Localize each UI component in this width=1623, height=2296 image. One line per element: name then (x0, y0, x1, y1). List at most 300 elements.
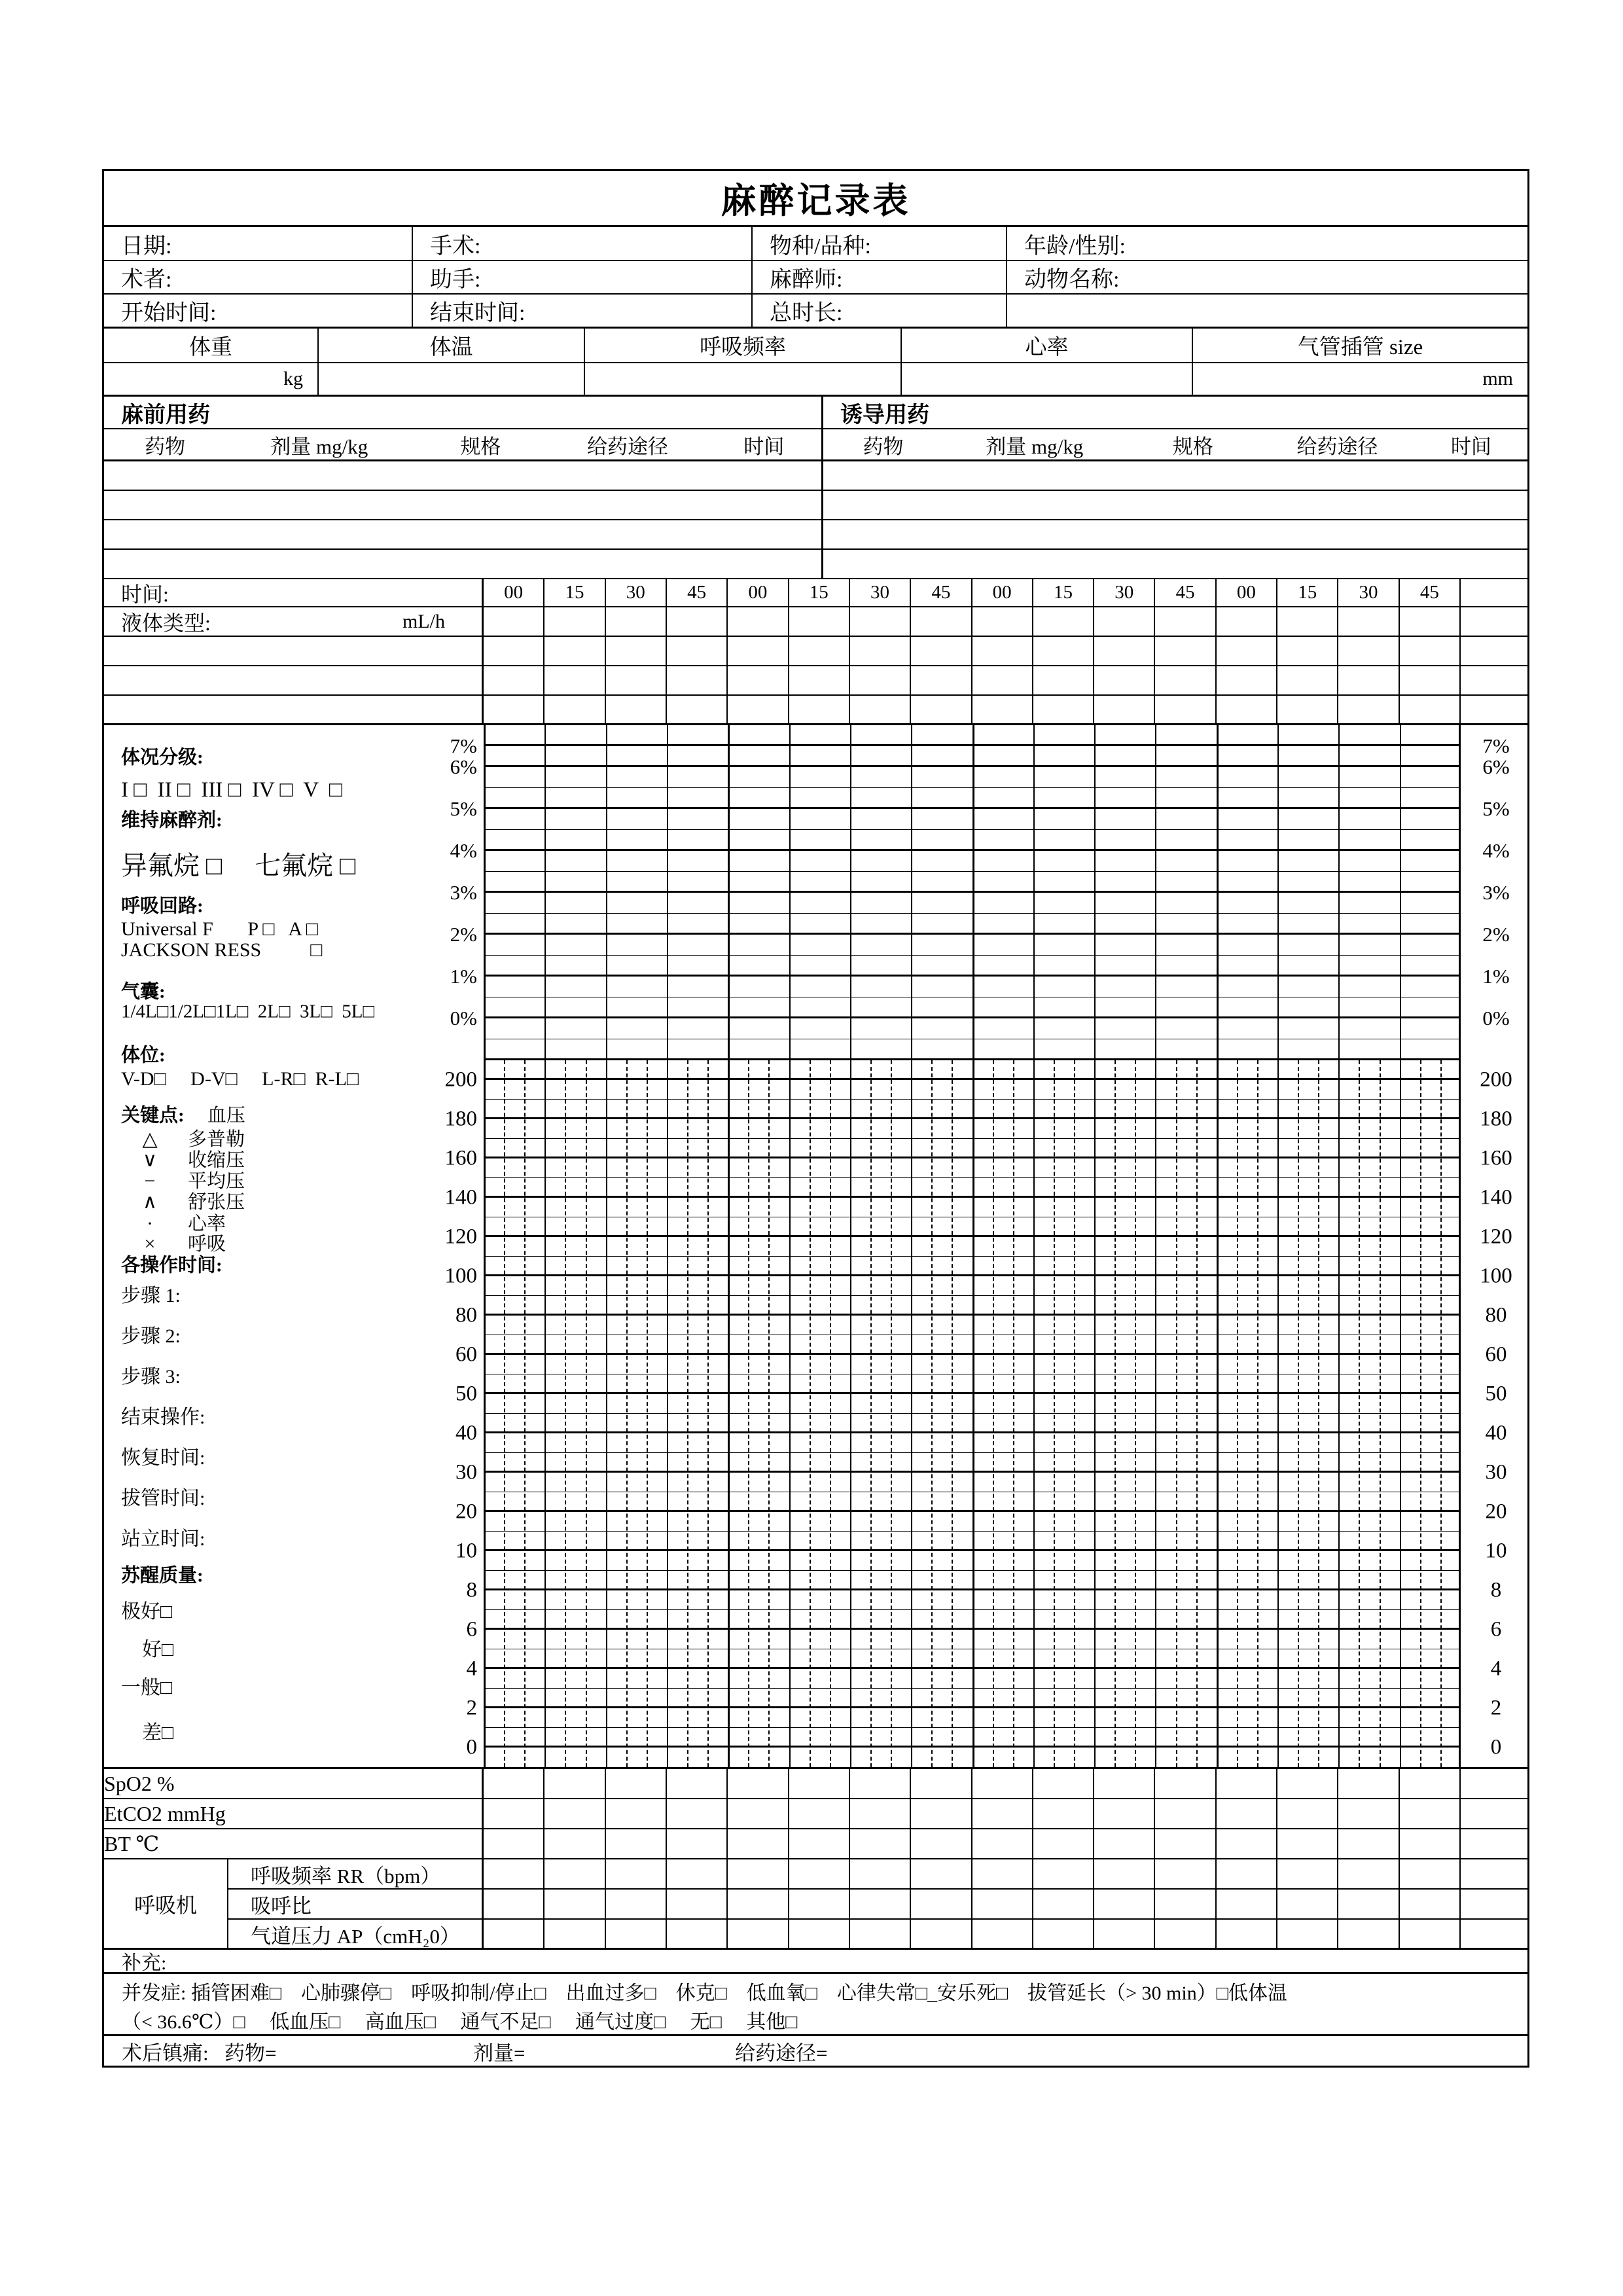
grid-cell (1277, 1890, 1338, 1918)
grid-cell (1277, 1859, 1338, 1888)
anesthesia-record-form (102, 169, 1529, 2068)
grid-dashed-line (1013, 1060, 1014, 1767)
grid-cell (789, 666, 850, 694)
grid-dashed-line (687, 1060, 688, 1767)
induction-column-label: 剂量 mg/kg (986, 435, 1084, 458)
grid-dashed-line (1318, 1060, 1319, 1767)
numeric-scale-label-right: 120 (1480, 1225, 1512, 1249)
grid-cell (1338, 666, 1399, 694)
vitals-value-row (104, 363, 1527, 397)
premed-column-label: 规格 (460, 435, 501, 458)
recovery-quality-label: 苏醒质量: (121, 1565, 204, 1587)
grid-cell (544, 1829, 605, 1858)
grid-cell (850, 666, 911, 694)
ventilator-rr-label: 呼吸频率 RR（bpm） (228, 1859, 484, 1888)
grid-cell (1155, 637, 1216, 665)
header-row-1 (104, 227, 1527, 261)
legend-item-舒张压 (130, 1191, 497, 1214)
grid-cell (1400, 1769, 1461, 1798)
grid-cell (1338, 1769, 1399, 1798)
keypoints-blood-pressure: 血压 (207, 1105, 245, 1126)
age-sex-field[interactable]: 年龄/性别: (1024, 234, 1126, 259)
legend-label: 收缩压 (188, 1149, 245, 1171)
grid-cell (667, 637, 728, 665)
operation-step-field[interactable]: 步骤 3: (121, 1365, 181, 1388)
temperature-value-cell[interactable] (319, 363, 585, 395)
grid-cell (972, 1769, 1033, 1798)
numeric-scale-label-right: 8 (1490, 1578, 1502, 1602)
grid-dashed-line (1380, 1060, 1381, 1767)
keypoints-line (104, 1105, 471, 1126)
grid-dashed-line (748, 1060, 749, 1767)
grid-column-line (1155, 725, 1156, 1767)
grid-cell (544, 1890, 605, 1918)
body-temp-row (104, 1829, 1527, 1859)
time-row (104, 579, 1527, 607)
numeric-scale-label-left: 60 (455, 1342, 477, 1367)
operation-step-field[interactable]: 拔管时间: (121, 1487, 205, 1509)
recovery-option-checkbox[interactable]: 差□ (142, 1721, 174, 1744)
grid-dashed-line (1196, 1060, 1198, 1767)
anesthesia-chart-section (104, 725, 1527, 1769)
grid-cell (728, 607, 789, 636)
grid-column-line (1094, 725, 1096, 1767)
grid-column-line (1277, 725, 1279, 1767)
legend-symbol-icon: × (144, 1232, 156, 1255)
legend-symbol-icon: − (144, 1170, 156, 1192)
grid-cell (972, 607, 1033, 636)
grid-cell (1400, 1829, 1461, 1858)
grid-cell (728, 1769, 789, 1798)
grid-cell (789, 1769, 850, 1798)
numeric-scale-label-right: 140 (1480, 1185, 1512, 1210)
grid-cell (1217, 1799, 1277, 1828)
header-row-2 (104, 261, 1527, 295)
grid-tail-cell (1461, 1829, 1527, 1858)
analgesia-dose-field[interactable]: 剂量= (473, 2041, 526, 2064)
numeric-scale-label-right: 100 (1480, 1264, 1512, 1288)
end-time-field[interactable]: 结束时间: (413, 295, 753, 327)
fluid-label-cell[interactable] (104, 607, 484, 636)
drug-blank-rows (104, 461, 1527, 579)
grid-cell (850, 1829, 911, 1858)
grid-cell (728, 637, 789, 665)
grid-cell (1217, 1920, 1277, 1949)
grid-cell (667, 1920, 728, 1949)
grid-cell (1338, 637, 1399, 665)
grid-cell (911, 696, 972, 723)
numeric-scale-label-right: 160 (1480, 1146, 1512, 1170)
spo2-row (104, 1769, 1527, 1799)
premed-entry-row[interactable] (104, 520, 823, 548)
percent-scale-label-left: 3% (450, 881, 477, 904)
grid-dashed-line (1257, 1060, 1258, 1767)
circuit-jackson-rees-checkbox[interactable]: JACKSON RESS □ (121, 939, 323, 961)
numeric-scale-label-right: 0 (1490, 1735, 1502, 1759)
percent-scale-label-left: 6% (450, 755, 477, 778)
percent-scale-label-right: 7% (1482, 734, 1510, 757)
grid-cell (544, 1859, 605, 1888)
grid-cell (1400, 1890, 1461, 1918)
percent-scale-label-left: 7% (450, 734, 477, 757)
ventilator-ie-ratio-label: 吸呼比 (228, 1890, 484, 1918)
grid-cell (1338, 696, 1399, 723)
grid-cell (1277, 666, 1338, 694)
date-field[interactable]: 日期: (104, 227, 413, 260)
et-tube-size-label: 气管插管 size (1297, 336, 1423, 359)
grid-dashed-line (993, 1060, 994, 1767)
grid-cell (1400, 666, 1461, 694)
operation-step-field[interactable]: 步骤 2: (121, 1325, 181, 1347)
grid-cell (1094, 637, 1155, 665)
grid-tail-cell (1461, 1859, 1527, 1888)
numeric-scale-label-right: 2 (1490, 1696, 1502, 1720)
grid-tail-cell (1461, 1769, 1527, 1798)
recovery-option-checkbox[interactable]: 极好□ (121, 1600, 173, 1623)
blank-row (104, 637, 1527, 666)
grid-cell (1217, 607, 1277, 636)
grid-dashed-line (586, 1060, 587, 1767)
total-duration-field[interactable]: 总时长: (753, 295, 1007, 327)
numeric-scale-label-left: 160 (444, 1146, 477, 1170)
grid-cell (972, 1890, 1033, 1918)
premed-entry-row[interactable] (104, 491, 823, 519)
recovery-option-checkbox[interactable]: 好□ (142, 1638, 174, 1660)
grid-cell (728, 1799, 789, 1828)
time-tick: 45 (667, 579, 728, 606)
numeric-scale-label-left: 6 (466, 1617, 477, 1641)
grid-cell (484, 1799, 544, 1828)
blank-row (104, 666, 1527, 696)
ventilator-ie-ratio-row (228, 1890, 1527, 1920)
grid-cell (728, 1890, 789, 1918)
numeric-scale-label-left: 10 (455, 1539, 477, 1563)
grid-cell (1155, 1799, 1216, 1828)
grid-cell (1033, 1920, 1094, 1949)
grid-cell (850, 1920, 911, 1949)
grid-cell (1400, 637, 1461, 665)
grid-cell (1033, 696, 1094, 723)
time-label: 时间: (104, 579, 484, 606)
time-tick: 30 (606, 579, 667, 606)
grid-cell (789, 607, 850, 636)
grid-cell (850, 637, 911, 665)
postop-analgesia-label: 术后镇痛: (122, 2041, 209, 2064)
percent-scale-label-right: 3% (1482, 881, 1510, 904)
grid-column-line (544, 725, 546, 1767)
grid-cell (972, 1920, 1033, 1949)
grid-cell (850, 607, 911, 636)
induction-entry-row[interactable] (823, 520, 1527, 548)
respiratory-rate-value-cell[interactable] (585, 363, 902, 395)
grid-cell (1155, 666, 1216, 694)
ventilator-airway-pressure-row (228, 1920, 1527, 1949)
operation-step-field[interactable]: 结束操作: (121, 1406, 205, 1428)
grid-cell (484, 1920, 544, 1949)
anesthetist-field[interactable]: 麻醉师: (753, 261, 1007, 293)
grid-dashed-line (1054, 1060, 1055, 1767)
et-tube-unit[interactable]: mm (1482, 368, 1513, 389)
operation-times-label: 各操作时间: (121, 1255, 223, 1276)
legend-label: 心率 (188, 1213, 226, 1234)
grid-cell (911, 1829, 972, 1858)
species-field[interactable]: 物种/品种: (753, 227, 1007, 260)
grid-cell (1155, 1829, 1216, 1858)
grid-cell (850, 1859, 911, 1888)
grid-cell (667, 1799, 728, 1828)
surgeon-field[interactable]: 术者: (104, 261, 413, 293)
premed-section-label: 麻前用药 (104, 397, 823, 428)
grid-cell (667, 1829, 728, 1858)
drug-blank-row (104, 491, 1527, 520)
asa-grade-checkboxes[interactable]: I □ II □ III □ IV □ V □ (121, 778, 342, 802)
grid-column-line (1338, 725, 1340, 1767)
grid-column-line (911, 725, 912, 1767)
time-tick: 45 (1400, 579, 1461, 606)
animal-name-field[interactable]: 动物名称: (1024, 268, 1120, 292)
grid-cell (972, 1799, 1033, 1828)
grid-cell (1155, 696, 1216, 723)
grid-cell (850, 1890, 911, 1918)
drug-columns-header (104, 429, 1527, 461)
complications-line-2[interactable]: （< 36.6℃）□ 低血压□ 高血压□ 通气不足□ 通气过度□ 无□ 其他□ (122, 2011, 798, 2033)
grid-dashed-line (524, 1060, 526, 1767)
grid-tail-cell (1461, 666, 1527, 694)
body-position-checkboxes[interactable]: V-D□ D-V□ L-R□ R-L□ (121, 1067, 359, 1090)
grid-cell (1094, 1769, 1155, 1798)
analgesia-drug-field[interactable]: 药物= (224, 2041, 277, 2064)
grid-cell (1033, 666, 1094, 694)
grid-cell (1094, 666, 1155, 694)
grid-cell (667, 1890, 728, 1918)
start-time-field[interactable]: 开始时间: (104, 295, 413, 327)
breathing-circuit-label: 呼吸回路: (121, 895, 204, 917)
recovery-option-checkbox[interactable]: 一般□ (121, 1676, 173, 1698)
grid-cell (1033, 1859, 1094, 1888)
grid-cell (1155, 607, 1216, 636)
grid-cell (1217, 1829, 1277, 1858)
numeric-scale-label-left: 100 (444, 1264, 477, 1288)
legend-symbol-icon: ∧ (143, 1191, 157, 1213)
time-ticks (484, 579, 1527, 606)
legend-symbol-icon: ∨ (143, 1149, 157, 1171)
right-scale (1461, 725, 1529, 1767)
grid-cell (789, 696, 850, 723)
percent-scale-label-left: 2% (450, 923, 477, 946)
bag-size-checkboxes[interactable]: 1/4L□1/2L□1L□ 2L□ 3L□ 5L□ (121, 1001, 374, 1022)
grid-cell (1094, 696, 1155, 723)
premed-column-label: 给药途径 (587, 435, 669, 458)
percent-scale-label-right: 5% (1482, 797, 1510, 820)
grid-cell (484, 1769, 544, 1798)
grid-tail-cell (1461, 1799, 1527, 1828)
numeric-scale-label-left: 200 (444, 1067, 477, 1092)
grid-cell (728, 1859, 789, 1888)
percent-scale-label-right: 4% (1482, 839, 1510, 862)
grid-cell (911, 1890, 972, 1918)
grid-cell (789, 637, 850, 665)
analgesia-route-field[interactable]: 给药途径= (735, 2041, 828, 2064)
grid-cell (972, 666, 1033, 694)
grid-cell (789, 1890, 850, 1918)
numeric-scale-label-right: 30 (1485, 1460, 1507, 1484)
grid-cell (789, 1859, 850, 1888)
grid-cell (1094, 607, 1155, 636)
grid-tail-cell (1461, 696, 1527, 723)
grid-column-line (484, 725, 486, 1767)
circuit-universal-f-checkboxes[interactable]: Universal F P □ A □ (121, 918, 318, 940)
time-tick: 30 (1094, 579, 1155, 606)
operation-step-field[interactable]: 站立时间: (121, 1528, 205, 1550)
grid-dashed-line (1237, 1060, 1238, 1767)
grid-dashed-line (1440, 1060, 1442, 1767)
induction-column-label: 给药途径 (1296, 435, 1378, 458)
induction-entry-row[interactable] (823, 461, 1527, 490)
drug-blank-row (104, 550, 1527, 579)
grid-tail-cell (1461, 1920, 1527, 1949)
grid-cell (1155, 1890, 1216, 1918)
numeric-scale-label-left: 20 (455, 1499, 477, 1524)
heart-rate-label: 心率 (902, 329, 1193, 362)
grid-cell (1400, 1920, 1461, 1949)
numeric-scale-label-left: 120 (444, 1225, 477, 1249)
inhalant-agent-checkboxes[interactable]: 异氟烷 □ 七氟烷 □ (121, 851, 356, 880)
chart-sidebar (104, 725, 484, 1767)
ventilator-airway-pressure-label: 气道压力 AP（cmH₂0） (228, 1920, 484, 1949)
operation-step-field[interactable]: 恢复时间: (121, 1446, 205, 1469)
postop-analgesia-row[interactable] (104, 2036, 1527, 2066)
numeric-scale-label-left: 30 (455, 1460, 477, 1484)
grid-cell (1400, 696, 1461, 723)
grid-cell (1277, 607, 1338, 636)
grid-tail-cell (1461, 637, 1527, 665)
induction-section-label: 诱导用药 (840, 403, 929, 427)
induction-entry-row[interactable] (823, 550, 1527, 578)
legend-label: 舒张压 (188, 1191, 245, 1213)
grid-cell (1033, 1890, 1094, 1918)
grid-cell (972, 1859, 1033, 1888)
grid-dashed-line (707, 1060, 709, 1767)
induction-column-label: 药物 (863, 435, 904, 458)
numeric-scale-label-left: 40 (455, 1421, 477, 1445)
grid-cell (544, 1799, 605, 1828)
grid-cell (484, 1859, 544, 1888)
maintenance-agent-label: 维持麻醉剂: (121, 810, 223, 831)
legend-symbol-icon: · (147, 1212, 153, 1234)
numeric-scale-label-right: 4 (1490, 1657, 1502, 1681)
spo2-label: SpO2 % (104, 1769, 484, 1798)
empty-cell (1007, 295, 1527, 327)
grid-cell (1217, 696, 1277, 723)
heart-rate-value-cell[interactable] (902, 363, 1193, 395)
drug-section-header (104, 397, 1527, 429)
premed-column-label: 时间 (743, 435, 785, 458)
numeric-scale-label-left: 180 (444, 1107, 477, 1131)
grid-tail-cell (1461, 1890, 1527, 1918)
ventilator-label: 呼吸机 (104, 1859, 228, 1948)
grid-dashed-line (952, 1060, 953, 1767)
induction-entry-row[interactable] (823, 491, 1527, 519)
operation-step-field[interactable]: 步骤 1: (121, 1284, 181, 1306)
grid-cell (1155, 1859, 1216, 1888)
grid-cell (1338, 1799, 1399, 1828)
numeric-scale-label-right: 20 (1485, 1499, 1507, 1524)
blank-row (104, 696, 1527, 725)
grid-cell (1338, 1890, 1399, 1918)
assistant-field[interactable]: 助手: (413, 261, 753, 293)
ventilator-block (104, 1859, 1527, 1950)
grid-cell (484, 1890, 544, 1918)
complications-row[interactable] (104, 1974, 1527, 2036)
grid-cell (1155, 1920, 1216, 1949)
percent-scale-label-left: 4% (450, 839, 477, 862)
supplement-row[interactable] (104, 1950, 1527, 1974)
grid-cell (1033, 1829, 1094, 1858)
page-title: 麻醉记录表 (104, 171, 1527, 227)
time-tick: 15 (789, 579, 850, 606)
premed-entry-row[interactable] (104, 550, 823, 578)
grid-cell (544, 1920, 605, 1949)
grid-cell (911, 666, 972, 694)
grid-column-line (1033, 725, 1035, 1767)
numeric-scale-label-right: 40 (1485, 1421, 1507, 1445)
induction-column-label: 时间 (1450, 435, 1491, 458)
time-tick: 00 (484, 579, 544, 606)
ventilator-rr-row (228, 1859, 1527, 1890)
numeric-scale-label-right: 10 (1485, 1539, 1507, 1563)
grid-dashed-line (810, 1060, 811, 1767)
complications-line-1[interactable]: 并发症: 插管困难□ 心肺骤停□ 呼吸抑制/停止□ 出血过多□ 休克□ 低血氧□ 心律失常□_安乐死□ 拔管延长（> 30 min）□低体温 (122, 1982, 1287, 2004)
rebreathing-bag-label: 气囊: (121, 981, 166, 1003)
grid-dashed-line (931, 1060, 933, 1767)
grid-cell (728, 1920, 789, 1949)
body-temp-label: BT ℃ (104, 1829, 484, 1858)
grid-cell (850, 1769, 911, 1798)
supplement-label: 补充: (122, 1952, 167, 1974)
grid-cell (1217, 637, 1277, 665)
grid-cell (606, 1829, 667, 1858)
percent-scale-label-left: 5% (450, 797, 477, 820)
numeric-scale-label-right: 50 (1485, 1382, 1507, 1406)
weight-unit[interactable]: kg (104, 363, 319, 395)
grid-dashed-line (1298, 1060, 1299, 1767)
surgery-field[interactable]: 手术: (413, 227, 753, 260)
percent-scale-label-left: 0% (450, 1007, 477, 1030)
numeric-scale-label-left: 140 (444, 1185, 477, 1210)
grid-dashed-line (626, 1060, 628, 1767)
grid-cell (484, 696, 544, 723)
legend-symbol-icon: △ (142, 1128, 158, 1150)
grid-column-line (789, 725, 791, 1767)
time-tick: 30 (850, 579, 911, 606)
time-tick: 45 (911, 579, 972, 606)
numeric-scale-label-right: 6 (1490, 1617, 1502, 1641)
grid-cell (606, 1920, 667, 1949)
header-row-3 (104, 295, 1527, 329)
numeric-scale-label-left: 2 (466, 1696, 477, 1720)
percent-scale-label-right: 6% (1482, 755, 1510, 778)
body-position-label: 体位: (121, 1045, 166, 1066)
numeric-scale-label-right: 60 (1485, 1342, 1507, 1367)
grid-cell (1277, 1829, 1338, 1858)
numeric-scale-label-left: 4 (466, 1657, 477, 1681)
grid-cell (544, 1769, 605, 1798)
legend-label: 呼吸 (188, 1233, 226, 1255)
premed-entry-row[interactable] (104, 461, 823, 490)
grid-cell (1217, 1769, 1277, 1798)
grid-column-line (606, 725, 607, 1767)
grid-cell (1217, 1890, 1277, 1918)
